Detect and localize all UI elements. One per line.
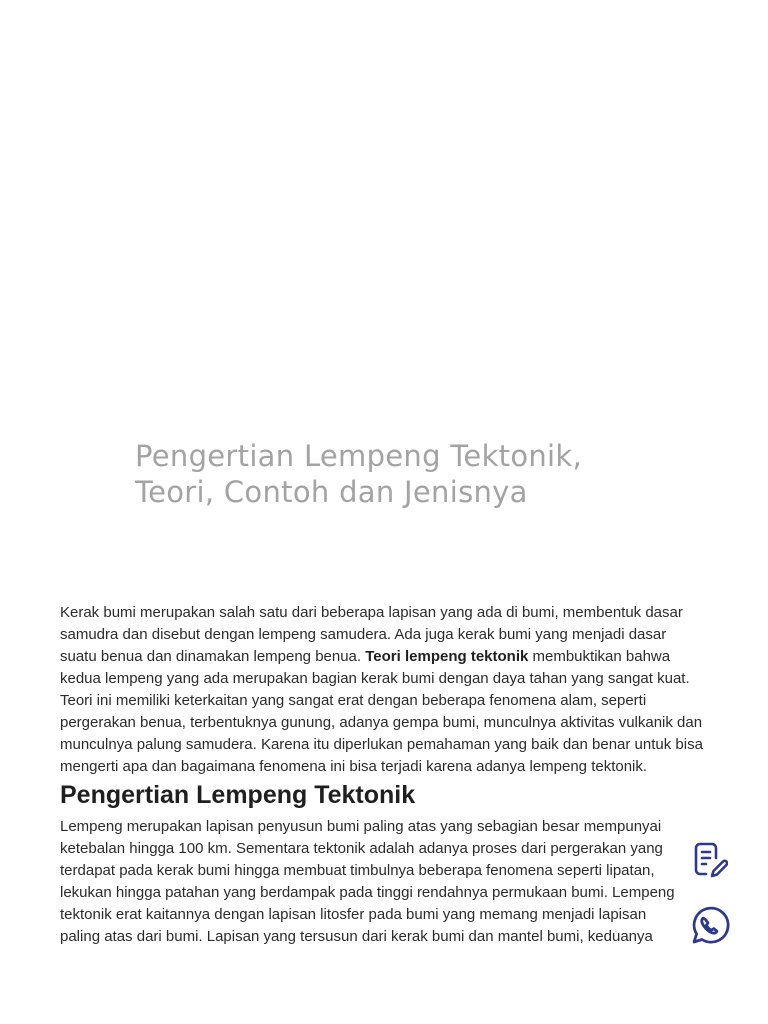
article-body [60,602,706,948]
hero-title [135,438,655,510]
intro-text-1: Kerak bumi merupakan salah satu dari beberapa lapisan yang ada di bumi, membentuk dasar samudra dan disebut dengan lempeng samudera. Ada juga kerak bumi yang menjadi dasar suatu benua dan dinamakan lempeng benua. [60,604,683,665]
section-paragraph: Lempeng merupakan lapisan penyusun bumi paling atas yang sebagian besar mempunyai ketebalan hingga 100 km. Sementara tektonik adalah adanya proses dari pergerakan yang terdapat pada kerak bumi hingga membuat timbulnya beberapa fenomena seperti lipatan, lekukan hingga patahan yang berdampak pada tinggi rendahnya permukaan bumi. Lempeng tektonik erat kaitannya dengan lapisan litosfer pada bumi yang memang menjadi lapisan paling atas dari bumi. Lapisan yang tersusun dari kerak bumi dan mantel bumi, keduanya [60,818,675,945]
intro-text-2: membuktikan bahwa kedua lempeng yang ada merupakan bagian kerak bumi dengan daya tahan yang sangat kuat. Teori ini memiliki keterkaitan yang sangat erat dengan beberapa fenomena alam, seperti pergerakan benua, terbentuknya gunung, adanya gempa bumi, munculnya aktivitas vulkanik dan munculnya palung samudera. Karena itu diperlukan pemahaman yang baik dan benar untuk bisa mengerti apa dan bagaimana fenomena ini bisa terjadi karena adanya lempeng tektonik. [60,648,703,775]
intro-bold-term: Teori lempeng tektonik [365,648,529,665]
edit-document-icon [692,840,728,880]
hero-title-line2: Teori, Contoh dan Jenisnya [135,475,528,509]
intro-paragraph [60,602,706,778]
hero-image-area [0,0,768,430]
section-heading: Pengertian Lempeng Tektonik [60,781,416,809]
whatsapp-button[interactable] [686,903,732,949]
write-note-button[interactable] [688,838,732,882]
whatsapp-icon [688,905,730,947]
hero-title-line1: Pengertian Lempeng Tektonik, [135,439,583,473]
